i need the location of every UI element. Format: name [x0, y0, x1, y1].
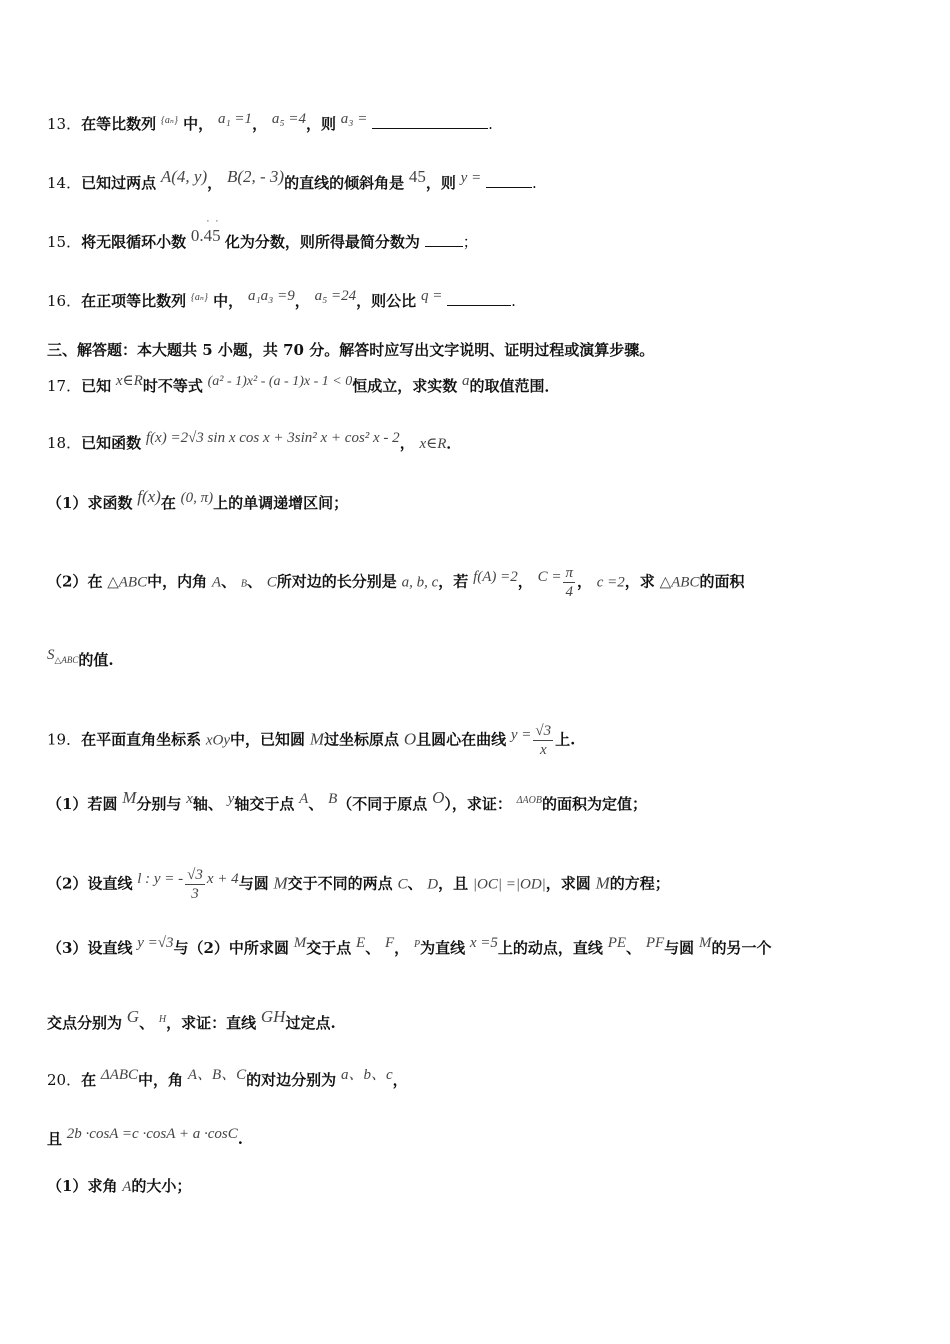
punctuation: ；	[462, 233, 478, 251]
question-text: 交于不同的两点	[287, 874, 393, 893]
math-expression: 45	[408, 167, 426, 186]
math-expression: x	[186, 791, 193, 807]
question-text: 已知过两点	[81, 174, 157, 192]
math-expression: O	[403, 729, 417, 749]
question-text: 且	[47, 1130, 63, 1148]
math-expression: a₅ =4	[271, 111, 306, 127]
math-expression: F	[385, 935, 395, 951]
question-text: ），求证：	[444, 795, 512, 813]
section-heading: 三、解答题：本大题共 5 小题，共 70 分。解答时应写出文字说明、证明过程或演算步骤。	[47, 341, 655, 359]
question-20-continued	[47, 1126, 243, 1150]
math-expression: D	[427, 876, 439, 893]
question-14	[47, 167, 537, 194]
math-expression: A	[299, 791, 309, 807]
question-text: 中，角	[138, 1071, 184, 1089]
question-18	[47, 430, 462, 454]
math-expression: M	[309, 729, 325, 749]
question-text: 的方程；	[609, 874, 670, 893]
math-expression: M	[698, 935, 712, 951]
question-20	[47, 1067, 408, 1091]
separator: 、	[139, 1014, 155, 1032]
question-text: 设直线	[87, 874, 133, 893]
question-text: ，	[394, 939, 410, 957]
question-text: 中，	[177, 115, 214, 133]
math-expression: (a² - 1)x² - (a - 1)x - 1 < 0	[207, 374, 353, 389]
question-text: 所对边的长分别是	[276, 572, 397, 591]
question-text: 中，	[207, 292, 244, 310]
area-symbol: S	[47, 647, 55, 663]
question-text: 的值.	[78, 651, 114, 669]
separator: 、	[407, 874, 423, 893]
math-expression: a₁ =1	[217, 111, 253, 127]
math-expression: M	[122, 788, 137, 807]
question-text: 与（2）中所求圆	[173, 939, 289, 957]
question-text: ，	[207, 174, 223, 192]
answer-blank	[486, 173, 532, 188]
math-expression: △ABC	[107, 574, 148, 591]
question-text: 的另一个	[711, 939, 772, 957]
math-expression: ΔAOB	[516, 795, 542, 806]
question-text: 与圆	[238, 874, 269, 893]
question-number: 18．	[47, 434, 82, 452]
math-expression: l : y = -	[137, 870, 184, 887]
question-text: 上.	[555, 730, 576, 749]
question-18-part-2	[47, 564, 744, 601]
repeating-decimal: 0.45	[190, 226, 221, 245]
part-label: （1）	[47, 494, 88, 512]
math-expression: x∈R	[419, 436, 447, 452]
question-text: ，若	[438, 572, 469, 591]
part-label: （2）	[47, 572, 88, 591]
math-expression: y =√3	[137, 935, 174, 951]
question-text: ，	[392, 1071, 408, 1089]
answer-blank	[425, 232, 463, 247]
math-expression: A	[211, 574, 222, 591]
punctuation: .	[511, 292, 516, 310]
math-expression: M	[595, 873, 610, 893]
question-text: 恒成立，求实数	[352, 377, 458, 395]
math-expression: O	[432, 788, 445, 807]
question-text: 已知	[81, 377, 112, 395]
question-text: 在	[87, 572, 103, 591]
separator: 、	[246, 572, 262, 591]
question-text: 将无限循环小数	[81, 233, 187, 251]
question-19-part-3	[47, 935, 772, 961]
part-label: （3）	[47, 939, 88, 957]
question-number: 16．	[47, 292, 82, 310]
question-text: 分别与	[136, 795, 182, 813]
fraction	[533, 722, 553, 759]
question-text: 求角	[87, 1177, 118, 1195]
math-expression: x∈R	[115, 373, 143, 389]
question-text: ，则公比	[356, 292, 417, 310]
question-19	[47, 722, 575, 759]
math-expression: a₅ =24	[314, 288, 357, 304]
math-expression: f(x)	[137, 487, 161, 506]
punctuation: .	[488, 115, 493, 133]
math-expression: H	[158, 1014, 167, 1025]
math-expression: {aₙ}	[160, 115, 178, 126]
math-expression: a、b、c	[340, 1067, 393, 1083]
math-expression: A	[122, 1179, 132, 1195]
question-text: 若圆	[87, 795, 118, 813]
question-text: ，	[576, 572, 592, 591]
math-expression: {aₙ}	[190, 292, 208, 303]
question-text: ，求圆	[545, 874, 591, 893]
part-label: （1）	[47, 1177, 88, 1195]
fraction-denominator: x	[539, 742, 547, 758]
question-16	[47, 288, 516, 314]
question-text: 的大小；	[131, 1177, 192, 1195]
question-text: ，求证：直线	[166, 1014, 257, 1032]
question-15	[47, 217, 478, 252]
question-text: 在	[160, 494, 176, 512]
question-text: 在等比数列	[81, 115, 157, 133]
question-19-part-3-continued	[47, 1007, 336, 1036]
question-text: 轴交于点	[234, 795, 295, 813]
math-expression: C	[397, 876, 408, 893]
math-expression: a₃ =	[340, 111, 368, 127]
question-19-part-2	[47, 866, 670, 903]
math-expression: C	[266, 574, 277, 591]
question-18-part-2-continued	[47, 647, 114, 676]
math-expression: P	[413, 939, 421, 950]
question-text: ，求	[624, 572, 655, 591]
math-expression: C =	[537, 568, 562, 585]
question-text: ，	[294, 292, 310, 310]
math-expression: E	[356, 935, 366, 951]
question-number: 19．	[47, 730, 82, 749]
separator: 、	[626, 939, 642, 957]
question-text: 过定点.	[285, 1014, 336, 1032]
part-label: （2）	[47, 874, 88, 893]
question-text: .	[237, 1130, 243, 1148]
separator: 、	[365, 939, 381, 957]
question-number: 14．	[47, 174, 82, 192]
question-text: 的面积为定值；	[541, 795, 647, 813]
math-expression: B	[240, 578, 247, 590]
repeat-dots: ˙˙	[205, 217, 224, 231]
question-text: 上的单调递增区间；	[213, 494, 349, 512]
question-13	[47, 111, 493, 137]
part-label: （1）	[47, 795, 88, 813]
area-subscript: △ABC	[54, 655, 79, 665]
math-expression: c =2	[596, 574, 625, 591]
question-text: 求函数	[87, 494, 133, 512]
question-text: （不同于原点	[337, 795, 428, 813]
separator: 、	[221, 572, 237, 591]
math-expression: PF	[645, 935, 665, 951]
math-expression: A(4, y)	[160, 167, 208, 186]
math-expression: △ABC	[659, 574, 700, 591]
question-text: 在平面直角坐标系	[81, 730, 202, 749]
question-text: 在正项等比数列	[81, 292, 187, 310]
question-text: 过坐标原点	[324, 730, 400, 749]
question-text: 交点分别为	[47, 1014, 123, 1032]
math-expression: q =	[420, 288, 443, 304]
math-expression: PE	[607, 935, 627, 951]
math-expression: y =	[460, 170, 482, 186]
math-expression: ΔABC	[100, 1067, 139, 1083]
question-number: 15．	[47, 233, 82, 251]
math-expression: M	[273, 873, 288, 893]
question-text: ．	[446, 434, 462, 452]
question-19-part-1	[47, 788, 647, 817]
separator: 、	[308, 795, 324, 813]
math-expression: A、B、C	[187, 1067, 247, 1083]
math-expression: B(2, - 3)	[226, 167, 285, 186]
fraction-numerator: π	[565, 565, 573, 581]
punctuation: .	[531, 174, 537, 192]
question-text: 已知函数	[81, 434, 142, 452]
math-expression: G	[126, 1007, 140, 1026]
math-expression: f(A) =2	[473, 568, 518, 585]
question-text: 中，内角	[147, 572, 208, 591]
math-expression: GH	[260, 1007, 286, 1026]
math-expression	[190, 217, 225, 245]
question-text: 的对边分别为	[246, 1071, 337, 1089]
math-expression: a, b, c	[401, 574, 439, 591]
question-text: ，	[517, 572, 533, 591]
question-text: 的取值范围．	[469, 377, 560, 395]
question-text: ，则	[305, 115, 336, 133]
question-number: 20．	[47, 1071, 82, 1089]
math-expression: M	[293, 935, 307, 951]
question-text: 设直线	[87, 939, 133, 957]
answer-blank	[372, 114, 488, 129]
math-expression: B	[328, 791, 338, 807]
question-20-part-1	[47, 1176, 191, 1197]
math-expression: x =5	[469, 935, 498, 951]
math-expression: f(x) =2√3 sin x cos x + 3sin² x + cos² x - 2	[145, 430, 400, 446]
fraction-numerator: √3	[187, 867, 203, 883]
question-text: 的直线的倾斜角是	[284, 174, 405, 192]
question-text: 交于点	[306, 939, 352, 957]
question-text: ，且	[438, 874, 469, 893]
math-expression	[47, 647, 78, 663]
fraction-numerator: √3	[535, 723, 552, 739]
question-text: 的面积	[699, 572, 745, 591]
question-text: 为直线	[420, 939, 466, 957]
fraction-denominator: 4	[565, 584, 573, 600]
answer-blank	[447, 291, 511, 306]
math-expression: a₁a₃ =9	[247, 288, 295, 304]
math-expression: y	[227, 791, 235, 807]
math-expression: y =	[510, 726, 532, 743]
question-text: 且圆心在曲线	[416, 730, 507, 749]
question-text: 上的动点，直线	[497, 939, 603, 957]
fraction	[185, 866, 205, 903]
fraction-denominator: 3	[191, 886, 199, 902]
question-text: 在	[81, 1071, 97, 1089]
question-text: 轴、	[192, 795, 223, 813]
question-text: 化为分数，则所得最简分数为	[224, 233, 420, 251]
question-text: 与圆	[664, 939, 695, 957]
question-17	[47, 373, 560, 398]
question-text: ，	[252, 115, 268, 133]
question-18-part-1	[47, 487, 349, 514]
math-expression: a	[462, 373, 470, 389]
math-expression: 2b ·cosA =c ·cosA + a ·cosC	[66, 1126, 238, 1142]
question-text: 中，已知圆	[230, 730, 306, 749]
math-expression: (0, π)	[180, 490, 214, 506]
question-number: 17．	[47, 377, 82, 395]
question-text: ，则	[425, 174, 456, 192]
question-text: 时不等式	[142, 377, 203, 395]
question-number: 13．	[47, 115, 82, 133]
math-expression: xOy	[205, 732, 231, 749]
question-text: ，	[399, 434, 415, 452]
fraction	[563, 564, 575, 601]
math-expression: |OC| =|OD|	[472, 876, 546, 893]
math-expression: x + 4	[206, 870, 239, 887]
